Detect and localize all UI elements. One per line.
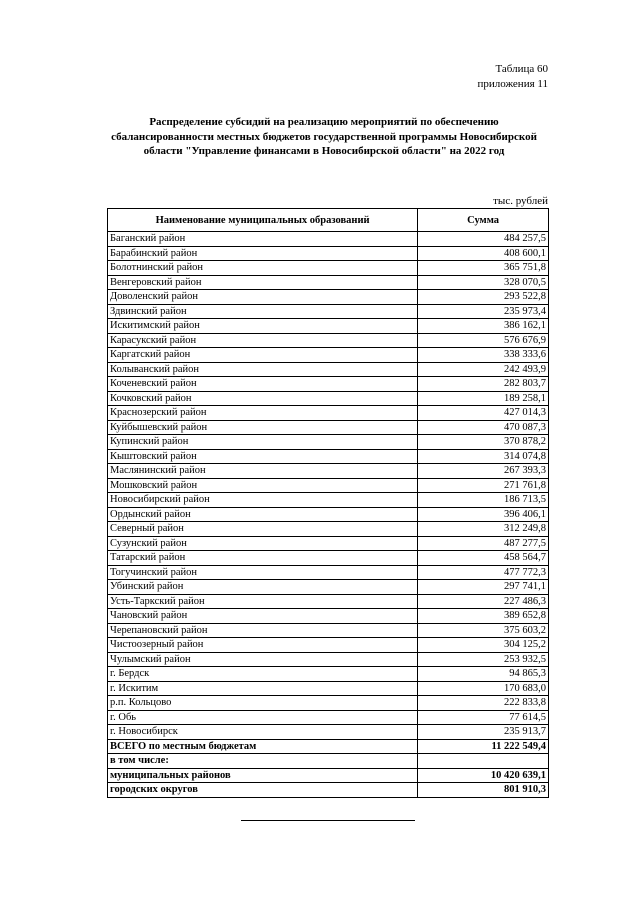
row-name: р.п. Кольцово <box>108 696 418 711</box>
row-sum: 77 614,5 <box>418 710 549 725</box>
table-row <box>108 696 549 711</box>
row-name: г. Искитим <box>108 681 418 696</box>
row-sum: 470 087,3 <box>418 420 549 435</box>
row-sum: 484 257,5 <box>418 232 549 247</box>
row-name: Куйбышевский район <box>108 420 418 435</box>
table-header-row <box>108 209 549 232</box>
row-name: Карасукский район <box>108 333 418 348</box>
row-sum: 312 249,8 <box>418 522 549 537</box>
table-row <box>108 522 549 537</box>
table-row <box>108 391 549 406</box>
row-sum: 427 014,3 <box>418 406 549 421</box>
document-title: Распределение субсидий на реализацию мероприятий по обеспечению сбалансированности местных бюджетов государственной программы Новосибирской области "Управление финансами в Новосибирской области" на 2022 год <box>111 116 537 157</box>
table-row <box>108 449 549 464</box>
table-row <box>108 493 549 508</box>
row-name: городских округов <box>108 783 418 798</box>
row-sum: 801 910,3 <box>418 783 549 798</box>
row-name: Кочковский район <box>108 391 418 406</box>
table-row <box>108 304 549 319</box>
table-row <box>108 406 549 421</box>
row-sum: 487 277,5 <box>418 536 549 551</box>
row-name: Барабинский район <box>108 246 418 261</box>
table-row <box>108 768 549 783</box>
row-name: Колыванский район <box>108 362 418 377</box>
subsidy-table <box>107 208 549 798</box>
row-name: Баганский район <box>108 232 418 247</box>
row-name: Венгеровский район <box>108 275 418 290</box>
row-name: Сузунский район <box>108 536 418 551</box>
table-row <box>108 710 549 725</box>
row-sum: 389 652,8 <box>418 609 549 624</box>
row-name: Черепановский район <box>108 623 418 638</box>
row-sum: 170 683,0 <box>418 681 549 696</box>
row-sum: 242 493,9 <box>418 362 549 377</box>
row-sum: 235 913,7 <box>418 725 549 740</box>
row-name: Коченевский район <box>108 377 418 392</box>
table-row <box>108 246 549 261</box>
row-sum: 314 074,8 <box>418 449 549 464</box>
row-sum: 253 932,5 <box>418 652 549 667</box>
row-name: Чистоозерный район <box>108 638 418 653</box>
row-name: Татарский район <box>108 551 418 566</box>
row-name: Убинский район <box>108 580 418 595</box>
table-row <box>108 580 549 595</box>
table-row <box>108 507 549 522</box>
table-row <box>108 623 549 638</box>
row-name: г. Обь <box>108 710 418 725</box>
column-header-sum: Сумма <box>418 209 549 232</box>
row-sum: 282 803,7 <box>418 377 549 392</box>
row-name: Купинский район <box>108 435 418 450</box>
row-sum: 222 833,8 <box>418 696 549 711</box>
row-sum: 396 406,1 <box>418 507 549 522</box>
annex-reference: приложения 11 <box>477 78 548 90</box>
row-name: Искитимский район <box>108 319 418 334</box>
row-name: Маслянинский район <box>108 464 418 479</box>
row-sum: 386 162,1 <box>418 319 549 334</box>
row-name: Здвинский район <box>108 304 418 319</box>
row-name: Болотнинский район <box>108 261 418 276</box>
units-label: тыс. рублей <box>493 195 548 207</box>
table-row <box>108 435 549 450</box>
row-sum: 271 761,8 <box>418 478 549 493</box>
table-row <box>108 667 549 682</box>
row-sum: 328 070,5 <box>418 275 549 290</box>
table-row <box>108 565 549 580</box>
row-sum: 304 125,2 <box>418 638 549 653</box>
row-name: Чулымский район <box>108 652 418 667</box>
table-row <box>108 739 549 754</box>
row-name: Мошковский район <box>108 478 418 493</box>
table-row <box>108 783 549 798</box>
row-sum: 267 393,3 <box>418 464 549 479</box>
row-sum: 189 258,1 <box>418 391 549 406</box>
table-number: Таблица 60 <box>495 63 548 75</box>
row-name: Северный район <box>108 522 418 537</box>
table-row <box>108 333 549 348</box>
row-name: Чановский район <box>108 609 418 624</box>
row-name: Тогучинский район <box>108 565 418 580</box>
table-row <box>108 652 549 667</box>
row-name: г. Новосибирск <box>108 725 418 740</box>
table-row <box>108 290 549 305</box>
row-sum: 94 865,3 <box>418 667 549 682</box>
table-row <box>108 261 549 276</box>
table-row <box>108 681 549 696</box>
table-row <box>108 348 549 363</box>
table-row <box>108 275 549 290</box>
row-sum: 338 333,6 <box>418 348 549 363</box>
row-sum: 576 676,9 <box>418 333 549 348</box>
row-sum: 227 486,3 <box>418 594 549 609</box>
row-sum: 10 420 639,1 <box>418 768 549 783</box>
row-sum: 293 522,8 <box>418 290 549 305</box>
row-name: Краснозерский район <box>108 406 418 421</box>
table-row <box>108 232 549 247</box>
table-row <box>108 551 549 566</box>
row-sum: 235 973,4 <box>418 304 549 319</box>
table-row <box>108 609 549 624</box>
table-row <box>108 536 549 551</box>
row-name: муниципальных районов <box>108 768 418 783</box>
row-sum: 458 564,7 <box>418 551 549 566</box>
row-sum: 370 878,2 <box>418 435 549 450</box>
row-name: Каргатский район <box>108 348 418 363</box>
row-name: Усть-Таркский район <box>108 594 418 609</box>
table-row <box>108 754 549 769</box>
table-row <box>108 725 549 740</box>
row-name: ВСЕГО по местным бюджетам <box>108 739 418 754</box>
row-sum: 408 600,1 <box>418 246 549 261</box>
row-sum: 375 603,2 <box>418 623 549 638</box>
table-row <box>108 319 549 334</box>
row-name: в том числе: <box>108 754 418 769</box>
table-row <box>108 377 549 392</box>
table-row <box>108 464 549 479</box>
row-sum: 477 772,3 <box>418 565 549 580</box>
row-name: Доволенский район <box>108 290 418 305</box>
row-sum: 297 741,1 <box>418 580 549 595</box>
table-row <box>108 594 549 609</box>
table-row <box>108 638 549 653</box>
row-sum: 11 222 549,4 <box>418 739 549 754</box>
row-sum: 365 751,8 <box>418 261 549 276</box>
row-name: Новосибирский район <box>108 493 418 508</box>
table-row <box>108 420 549 435</box>
column-header-name: Наименование муниципальных образований <box>108 209 418 232</box>
footer-rule <box>241 820 415 821</box>
row-sum: 186 713,5 <box>418 493 549 508</box>
row-sum <box>418 754 549 769</box>
row-name: Ордынский район <box>108 507 418 522</box>
row-name: Кыштовский район <box>108 449 418 464</box>
row-name: г. Бердск <box>108 667 418 682</box>
table-row <box>108 362 549 377</box>
table-row <box>108 478 549 493</box>
